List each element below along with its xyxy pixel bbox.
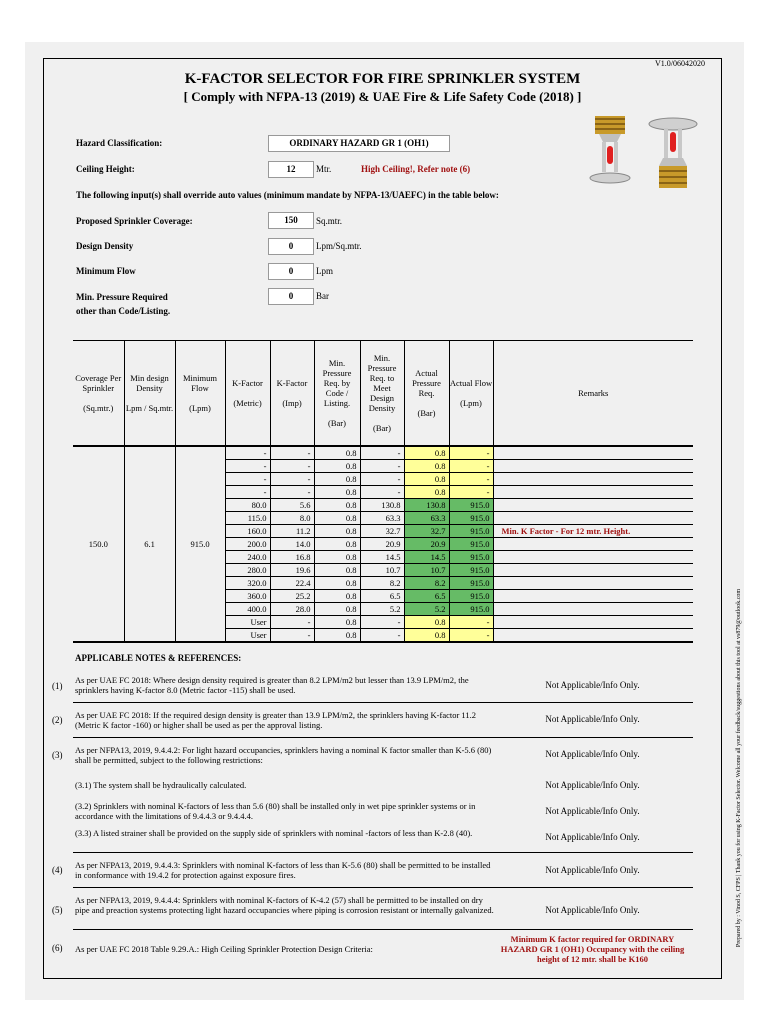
cell-remarks (493, 564, 693, 577)
sprinkler-images (585, 112, 705, 192)
note-2-status: Not Applicable/Info Only. (545, 714, 640, 724)
cell-remarks (493, 551, 693, 564)
cell-k-metric: 360.0 (225, 590, 270, 603)
cell-actual-pressure: 20.9 (404, 538, 449, 551)
page-subtitle: [ Comply with NFPA-13 (2019) & UAE Fire & Life Safety Code (2018) ] (183, 89, 582, 104)
note-4: As per NFPA13, 2019, 9.4.4.3: Sprinklers with nominal K-factors of less than K-5.6 (80) shall be permitted to be installed in conformance with 19.4.2 for protection against exposure fires. (75, 860, 491, 880)
minflow-label: Minimum Flow (76, 266, 136, 276)
note-1-number: (1) (52, 681, 63, 691)
note-3-3-status: Not Applicable/Info Only. (545, 832, 640, 842)
cell-press-density: 10.7 (360, 564, 404, 577)
cell-k-imp: 8.0 (270, 512, 314, 525)
cell-remarks (493, 538, 693, 551)
cell-k-imp: - (270, 473, 314, 486)
cell-press-density: - (360, 446, 404, 460)
cell-actual-flow: - (449, 616, 493, 629)
cell-actual-pressure: 0.8 (404, 460, 449, 473)
cell-actual-pressure: 130.8 (404, 499, 449, 512)
cell-density: 6.1 (124, 446, 175, 642)
ceiling-unit: Mtr. (316, 164, 332, 174)
cell-k-imp: - (270, 629, 314, 643)
divider (73, 852, 693, 853)
cell-press-density: 130.8 (360, 499, 404, 512)
header-press-density: Min. Pressure Req. to Meet Design Density (Bar) (360, 341, 404, 447)
note-3-status: Not Applicable/Info Only. (545, 749, 640, 759)
cell-press-density: 6.5 (360, 590, 404, 603)
header-actual-flow: Actual Flow (Lpm) (449, 341, 493, 447)
note-1-status: Not Applicable/Info Only. (545, 680, 640, 690)
cell-actual-flow: - (449, 473, 493, 486)
minpress-label-1: Min. Pressure Required (76, 292, 168, 302)
cell-k-imp: - (270, 460, 314, 473)
cell-press-density: 32.7 (360, 525, 404, 538)
cell-press-code: 0.8 (314, 564, 360, 577)
cell-actual-pressure: 8.2 (404, 577, 449, 590)
coverage-unit: Sq.mtr. (316, 216, 343, 226)
cell-k-imp: 19.6 (270, 564, 314, 577)
cell-press-code: 0.8 (314, 577, 360, 590)
cell-actual-pressure: 63.3 (404, 512, 449, 525)
cell-actual-pressure: 0.8 (404, 473, 449, 486)
cell-actual-flow: 915.0 (449, 590, 493, 603)
cell-k-imp: - (270, 446, 314, 460)
density-input[interactable]: 0 (268, 238, 314, 255)
cell-press-density: - (360, 486, 404, 499)
cell-press-code: 0.8 (314, 616, 360, 629)
header-actual-pressure: Actual Pressure Req. (Bar) (404, 341, 449, 447)
cell-remarks (493, 603, 693, 616)
note-3: As per NFPA13, 2019, 9.4.4.2: For light hazard occupancies, sprinklers having a nominal K factor smaller than K-5.6 (80) shall be permitted, subject to the following restrictions: (75, 745, 492, 765)
note-6: As per UAE FC 2018 Table 9.29.A.: High Ceiling Sprinkler Protection Design Criteria: (75, 944, 373, 954)
cell-press-code: 0.8 (314, 590, 360, 603)
hazard-select[interactable]: ORDINARY HAZARD GR 1 (OH1) (268, 135, 450, 152)
version-label: V1.0/06042020 (655, 59, 705, 68)
header-coverage: Coverage Per Sprinkler (Sq.mtr.) (73, 341, 124, 447)
note-3-number: (3) (52, 750, 63, 760)
table-header-row (73, 341, 693, 447)
cell-actual-pressure: 0.8 (404, 446, 449, 460)
ceiling-label: Ceiling Height: (76, 164, 135, 174)
sidebar-credit: Prepared by : Vinod S, CFPS | Thank you for using K-Factor Selector. Welcome all your feedback/suggestions about this tool at vs879@outlook.com (736, 588, 742, 948)
cell-remarks (493, 473, 693, 486)
note-1: As per UAE FC 2018: Where design density required is greater than 8.2 LPM/m2 but lesser than 13.9 LPM/m2, the sprinklers having K-factor 8.0 (Metric factor -115) shall be used. (75, 675, 469, 695)
note-3-2-status: Not Applicable/Info Only. (545, 806, 640, 816)
note-3-1-status: Not Applicable/Info Only. (545, 780, 640, 790)
cell-press-density: - (360, 460, 404, 473)
divider (73, 929, 693, 930)
cell-press-code: 0.8 (314, 551, 360, 564)
cell-press-density: - (360, 616, 404, 629)
header-remarks: Remarks (493, 341, 693, 447)
cell-actual-flow: - (449, 446, 493, 460)
cell-actual-pressure: 32.7 (404, 525, 449, 538)
cell-k-imp: 25.2 (270, 590, 314, 603)
cell-actual-flow: - (449, 629, 493, 643)
divider (73, 887, 693, 888)
cell-actual-flow: 915.0 (449, 551, 493, 564)
table-body (73, 446, 693, 642)
note-5: As per NFPA13, 2019, 9.4.4.4: Sprinklers with nominal K-factors of K-4.2 (57) shall be permitted to be installed on dry pipe and preaction systems protecting light hazard occupancies where piping is corrosion resistant or internally galvanized. (75, 895, 494, 915)
cell-press-density: 63.3 (360, 512, 404, 525)
cell-press-code: 0.8 (314, 446, 360, 460)
cell-k-imp: 16.8 (270, 551, 314, 564)
cell-actual-flow: 915.0 (449, 538, 493, 551)
minpress-unit: Bar (316, 291, 329, 301)
ceiling-input[interactable]: 12 (268, 161, 314, 178)
cell-press-code: 0.8 (314, 473, 360, 486)
cell-actual-pressure: 0.8 (404, 629, 449, 643)
notes-heading: APPLICABLE NOTES & REFERENCES: (75, 653, 242, 663)
cell-k-imp: 14.0 (270, 538, 314, 551)
cell-k-metric: 280.0 (225, 564, 270, 577)
cell-press-density: 14.5 (360, 551, 404, 564)
cell-k-metric: User (225, 629, 270, 643)
sidebar-credit-area (729, 555, 742, 985)
cell-remarks (493, 616, 693, 629)
cell-remarks (493, 486, 693, 499)
cell-actual-flow: 915.0 (449, 512, 493, 525)
cell-k-metric: 160.0 (225, 525, 270, 538)
header-density: Min design Density Lpm / Sq.mtr. (124, 341, 175, 447)
density-label: Design Density (76, 241, 134, 251)
cell-press-code: 0.8 (314, 525, 360, 538)
note-3-1: (3.1) The system shall be hydraulically calculated. (75, 780, 247, 790)
cell-press-code: 0.8 (314, 538, 360, 551)
cell-k-metric: 320.0 (225, 577, 270, 590)
cell-remarks (493, 577, 693, 590)
cell-actual-flow: - (449, 486, 493, 499)
cell-remarks (493, 460, 693, 473)
note-2-number: (2) (52, 715, 63, 725)
cell-press-code: 0.8 (314, 486, 360, 499)
cell-press-density: - (360, 629, 404, 643)
cell-k-imp: 22.4 (270, 577, 314, 590)
cell-press-density: 20.9 (360, 538, 404, 551)
minflow-input[interactable]: 0 (268, 263, 314, 280)
cell-actual-pressure: 0.8 (404, 616, 449, 629)
sprinkler-pendent-icon (590, 116, 630, 183)
cell-actual-flow: - (449, 460, 493, 473)
cell-coverage: 150.0 (73, 446, 124, 642)
cell-k-imp: - (270, 486, 314, 499)
minflow-unit: Lpm (316, 266, 333, 276)
cell-k-imp: 5.6 (270, 499, 314, 512)
minpress-input[interactable]: 0 (268, 288, 314, 305)
cell-k-imp: 28.0 (270, 603, 314, 616)
cell-k-metric: 240.0 (225, 551, 270, 564)
cell-actual-pressure: 5.2 (404, 603, 449, 616)
note-6-number: (6) (52, 943, 63, 953)
cell-k-metric: 200.0 (225, 538, 270, 551)
hazard-label: Hazard Classification: (76, 138, 163, 148)
cell-k-imp: - (270, 616, 314, 629)
cell-k-metric: User (225, 616, 270, 629)
cell-min-flow: 915.0 (175, 446, 225, 642)
cell-actual-pressure: 10.7 (404, 564, 449, 577)
note-2: As per UAE FC 2018: If the required design density is greater than 13.9 LPM/m2, the sprinklers having K-factor 11.2 (Metric K factor -160) or higher shall be used as per the approval listing. (75, 710, 476, 730)
note-5-status: Not Applicable/Info Only. (545, 905, 640, 915)
note-3-2: (3.2) Sprinklers with nominal K-factors of less than 5.6 (80) shall be installed only in wet pipe sprinkler systems or in accordance with the limitations of 9.4.4.3 or 9.4.4.4. (75, 801, 476, 821)
cell-press-density: 5.2 (360, 603, 404, 616)
cell-actual-flow: 915.0 (449, 564, 493, 577)
cell-actual-flow: 915.0 (449, 499, 493, 512)
minpress-label-2: other than Code/Listing. (76, 306, 171, 316)
cell-actual-flow: 915.0 (449, 577, 493, 590)
cell-actual-pressure: 6.5 (404, 590, 449, 603)
divider (73, 737, 693, 738)
cell-remarks (493, 512, 693, 525)
coverage-label: Proposed Sprinkler Coverage: (76, 216, 193, 226)
cell-press-code: 0.8 (314, 629, 360, 643)
header-press-code: Min. Pressure Req. by Code / Listing. (Bar) (314, 341, 360, 447)
note-3-3: (3.3) A listed strainer shall be provided on the supply side of sprinklers with nominal -factors of less than K-2.8 (40). (75, 828, 473, 838)
cell-press-code: 0.8 (314, 499, 360, 512)
cell-k-metric: - (225, 460, 270, 473)
cell-remarks (493, 446, 693, 460)
divider (73, 702, 693, 703)
cell-actual-pressure: 14.5 (404, 551, 449, 564)
k-factor-table (73, 340, 693, 643)
header-k-metric: K-Factor (Metric) (225, 341, 270, 447)
cell-remarks: Min. K Factor - For 12 mtr. Height. (493, 525, 693, 538)
table-row (73, 446, 693, 460)
cell-press-code: 0.8 (314, 603, 360, 616)
note-4-status: Not Applicable/Info Only. (545, 865, 640, 875)
cell-press-density: 8.2 (360, 577, 404, 590)
cell-actual-flow: 915.0 (449, 603, 493, 616)
header-k-imp: K-Factor (Imp) (270, 341, 314, 447)
cell-k-metric: - (225, 446, 270, 460)
cell-k-metric: 80.0 (225, 499, 270, 512)
cell-k-metric: 400.0 (225, 603, 270, 616)
cell-k-metric: - (225, 473, 270, 486)
cell-press-code: 0.8 (314, 512, 360, 525)
cell-actual-pressure: 0.8 (404, 486, 449, 499)
cell-press-density: - (360, 473, 404, 486)
note-4-number: (4) (52, 865, 63, 875)
cell-remarks (493, 499, 693, 512)
cell-actual-flow: 915.0 (449, 525, 493, 538)
note-5-number: (5) (52, 905, 63, 915)
cell-k-metric: - (225, 486, 270, 499)
sprinkler-upright-icon (649, 118, 697, 188)
cell-remarks (493, 629, 693, 643)
density-unit: Lpm/Sq.mtr. (316, 241, 362, 251)
cell-k-imp: 11.2 (270, 525, 314, 538)
override-note: The following input(s) shall override auto values (minimum mandate by NFPA-13/UAEFC) in the table below: (76, 190, 499, 200)
coverage-input[interactable]: 150 (268, 212, 314, 229)
cell-remarks (493, 590, 693, 603)
header-min-flow: Minimum Flow (Lpm) (175, 341, 225, 447)
cell-k-metric: 115.0 (225, 512, 270, 525)
ceiling-warning: High Ceiling!, Refer note (6) (361, 164, 471, 174)
note-6-status: Minimum K factor required for ORDINARY HAZARD GR 1 (OH1) Occupancy with the ceiling height of 12 mtr. shall be K160 (500, 934, 685, 964)
cell-press-code: 0.8 (314, 460, 360, 473)
page-title: K-FACTOR SELECTOR FOR FIRE SPRINKLER SYSTEM (184, 71, 581, 87)
